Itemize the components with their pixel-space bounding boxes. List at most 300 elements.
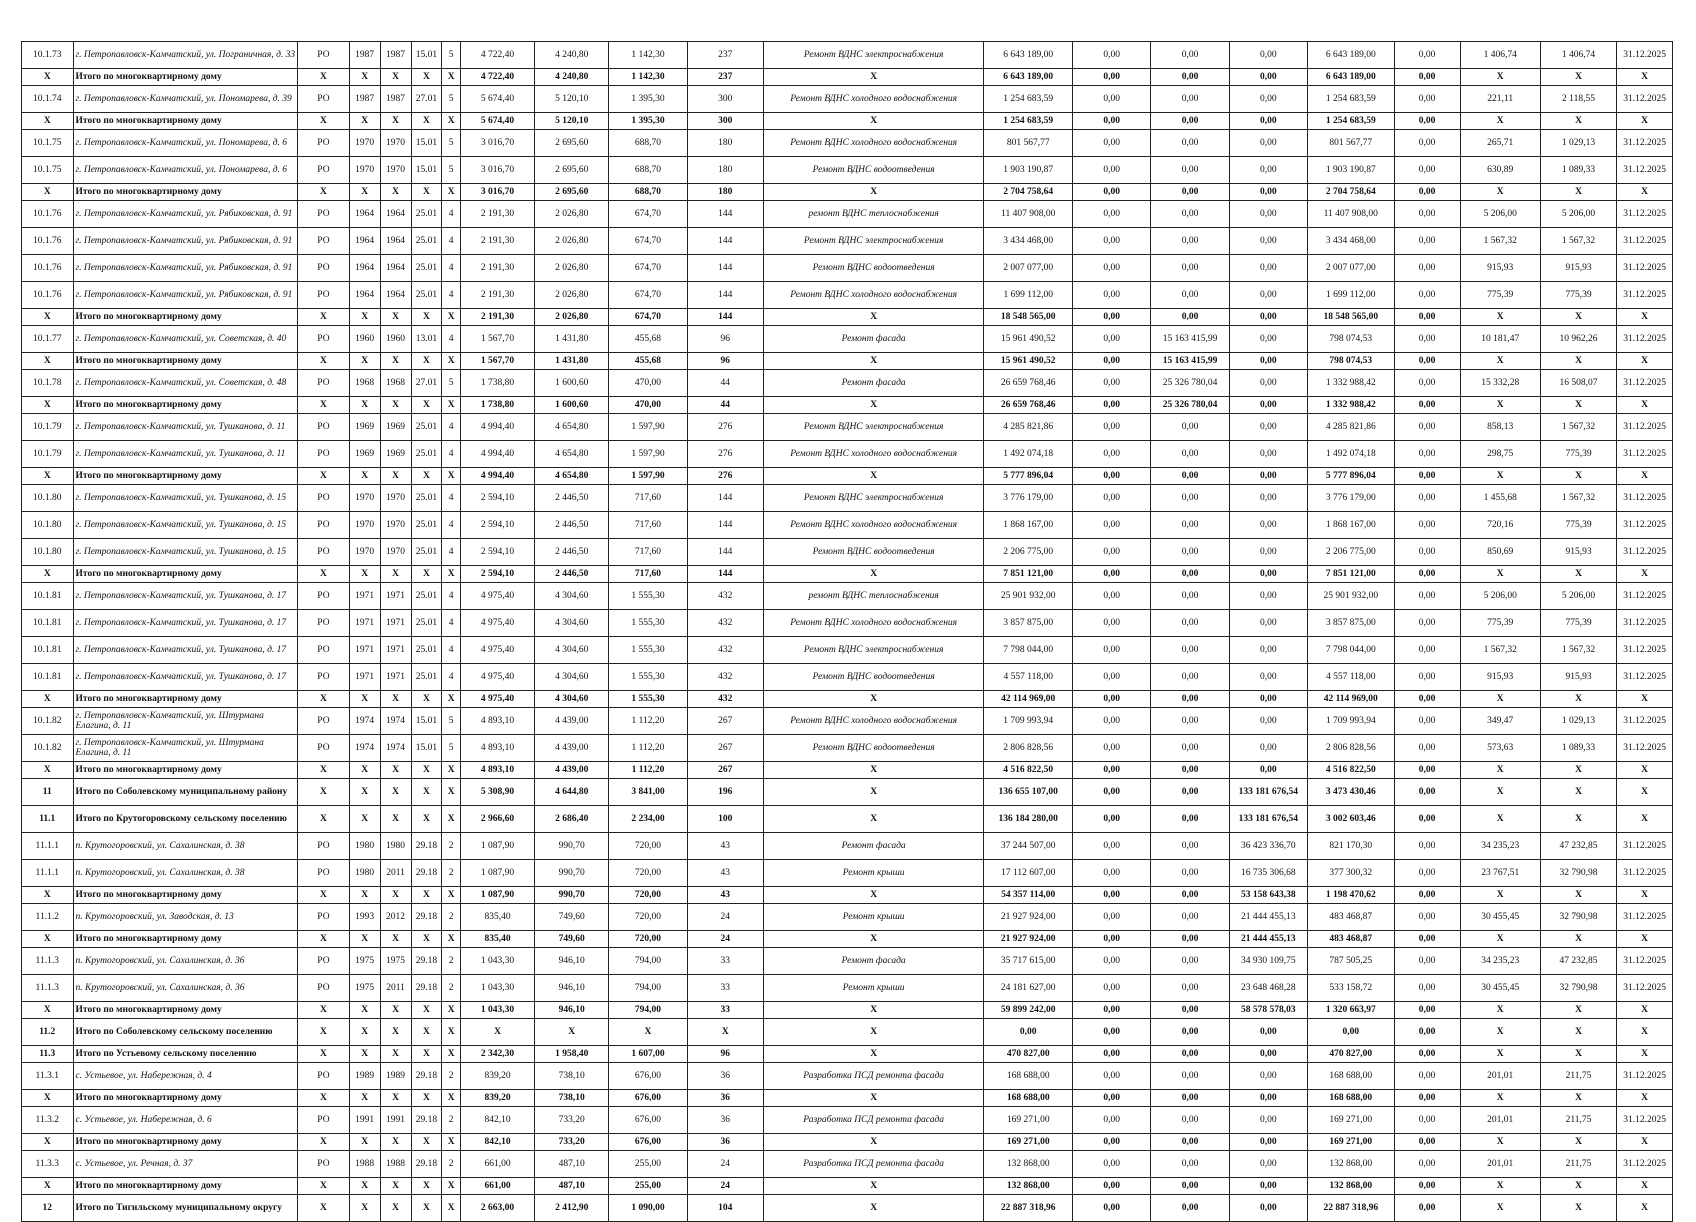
unit-cost-cell: 201,01: [1460, 1151, 1540, 1178]
year-built-cell: X: [349, 691, 380, 708]
unit-cost-cell: 298,75: [1460, 441, 1540, 468]
residential-area-cell: 2 026,80: [535, 309, 609, 326]
max-unit-cost-cell: X: [1540, 1046, 1616, 1063]
unit-cost-cell: 30 455,45: [1460, 904, 1540, 931]
deadline-cell: 31.12.2025: [1617, 326, 1673, 353]
residents-cell: 43: [687, 833, 763, 860]
address-cell: г. Петропавловск-Камчатский, ул. Советская, д. 40: [73, 326, 298, 353]
deadline-cell: 31.12.2025: [1617, 1063, 1673, 1090]
type-code-cell: 25.01: [411, 583, 442, 610]
common-area-cell: 470,00: [609, 397, 687, 414]
cost-other-cell: 0,00: [1394, 309, 1460, 326]
type-code-cell: X: [411, 468, 442, 485]
cost-regional-cell: 0,00: [1151, 485, 1229, 512]
residents-cell: 144: [687, 282, 763, 309]
residents-cell: 276: [687, 441, 763, 468]
cost-local-cell: 21 444 455,13: [1229, 931, 1307, 948]
total-cost-cell: 1 254 683,59: [984, 113, 1073, 130]
cost-local-cell: 34 930 109,75: [1229, 948, 1307, 975]
cost-owners-cell: 787 505,25: [1307, 948, 1394, 975]
cost-other-cell: 0,00: [1394, 904, 1460, 931]
address-cell: г. Петропавловск-Камчатский, ул. Пономарева, д. 39: [73, 86, 298, 113]
floors-cell: 4: [442, 485, 461, 512]
deadline-cell: 31.12.2025: [1617, 904, 1673, 931]
cost-owners-cell: 168 688,00: [1307, 1090, 1394, 1107]
cost-federal-cell: 0,00: [1073, 566, 1151, 583]
deadline-cell: X: [1617, 1019, 1673, 1046]
deadline-cell: 31.12.2025: [1617, 282, 1673, 309]
max-unit-cost-cell: 47 232,85: [1540, 948, 1616, 975]
work-type-cell: X: [763, 1090, 984, 1107]
year-built-cell: 1971: [349, 664, 380, 691]
cost-local-cell: 0,00: [1229, 1178, 1307, 1195]
year-built-cell: X: [349, 1090, 380, 1107]
total-row: [22, 397, 1673, 414]
address-cell: Итого по многоквартирному дому: [73, 691, 298, 708]
cost-owners-cell: 22 887 318,96: [1307, 1195, 1394, 1222]
cost-owners-cell: 3 776 179,00: [1307, 485, 1394, 512]
deadline-cell: 31.12.2025: [1617, 228, 1673, 255]
year-repaired-cell: 1964: [380, 201, 411, 228]
contractor-type-cell: РО: [298, 637, 350, 664]
type-code-cell: 27.01: [411, 370, 442, 397]
contractor-type-cell: X: [298, 762, 350, 779]
residential-area-cell: 946,10: [535, 948, 609, 975]
table-row: [22, 1151, 1673, 1178]
cost-regional-cell: 0,00: [1151, 1019, 1229, 1046]
cost-other-cell: 0,00: [1394, 664, 1460, 691]
item-number-cell: X: [22, 1090, 74, 1107]
cost-other-cell: 0,00: [1394, 468, 1460, 485]
year-repaired-cell: X: [380, 1046, 411, 1063]
address-cell: Итого по Крутогоровскому сельскому поселению: [73, 806, 298, 833]
common-area-cell: 720,00: [609, 860, 687, 887]
cost-other-cell: 0,00: [1394, 69, 1460, 86]
residential-area-cell: 990,70: [535, 860, 609, 887]
contractor-type-cell: X: [298, 779, 350, 806]
year-built-cell: 1974: [349, 708, 380, 735]
residents-cell: 44: [687, 397, 763, 414]
cost-regional-cell: 0,00: [1151, 708, 1229, 735]
contractor-type-cell: РО: [298, 370, 350, 397]
work-type-cell: Ремонт ВДНС холодного водоснабжения: [763, 130, 984, 157]
type-code-cell: 29.18: [411, 1107, 442, 1134]
item-number-cell: X: [22, 762, 74, 779]
cost-owners-cell: 470 827,00: [1307, 1046, 1394, 1063]
residents-cell: 432: [687, 637, 763, 664]
cost-owners-cell: 0,00: [1307, 1019, 1394, 1046]
work-type-cell: Ремонт ВДНС электроснабжения: [763, 414, 984, 441]
contractor-type-cell: РО: [298, 833, 350, 860]
floors-cell: 4: [442, 610, 461, 637]
total-cost-cell: 5 777 896,04: [984, 468, 1073, 485]
cost-regional-cell: 0,00: [1151, 282, 1229, 309]
residential-area-cell: 2 026,80: [535, 228, 609, 255]
residents-cell: 432: [687, 583, 763, 610]
total-area-cell: 1 087,90: [460, 887, 534, 904]
residential-area-cell: 2 026,80: [535, 282, 609, 309]
residential-area-cell: 487,10: [535, 1178, 609, 1195]
work-type-cell: X: [763, 113, 984, 130]
common-area-cell: 674,70: [609, 255, 687, 282]
floors-cell: X: [442, 468, 461, 485]
cost-local-cell: 0,00: [1229, 512, 1307, 539]
cost-local-cell: 0,00: [1229, 201, 1307, 228]
residential-area-cell: 990,70: [535, 887, 609, 904]
unit-cost-cell: 265,71: [1460, 130, 1540, 157]
total-row: [22, 309, 1673, 326]
floors-cell: 4: [442, 441, 461, 468]
total-cost-cell: 132 868,00: [984, 1151, 1073, 1178]
max-unit-cost-cell: 1 406,74: [1540, 42, 1616, 69]
deadline-cell: X: [1617, 468, 1673, 485]
residents-cell: 237: [687, 69, 763, 86]
type-code-cell: X: [411, 779, 442, 806]
year-built-cell: 1968: [349, 370, 380, 397]
type-code-cell: X: [411, 1134, 442, 1151]
cost-regional-cell: 0,00: [1151, 735, 1229, 762]
common-area-cell: 470,00: [609, 370, 687, 397]
total-area-cell: 4 994,40: [460, 414, 534, 441]
floors-cell: X: [442, 1195, 461, 1222]
common-area-cell: 674,70: [609, 309, 687, 326]
deadline-cell: 31.12.2025: [1617, 1107, 1673, 1134]
table-row: [22, 637, 1673, 664]
cost-regional-cell: 0,00: [1151, 42, 1229, 69]
total-row: [22, 779, 1673, 806]
cost-regional-cell: 0,00: [1151, 69, 1229, 86]
cost-owners-cell: 1 198 470,62: [1307, 887, 1394, 904]
floors-cell: 4: [442, 201, 461, 228]
floors-cell: 5: [442, 42, 461, 69]
residents-cell: 33: [687, 948, 763, 975]
cost-regional-cell: 0,00: [1151, 130, 1229, 157]
max-unit-cost-cell: X: [1540, 309, 1616, 326]
item-number-cell: X: [22, 397, 74, 414]
cost-local-cell: 0,00: [1229, 583, 1307, 610]
table-row: [22, 157, 1673, 184]
year-built-cell: 1964: [349, 201, 380, 228]
address-cell: г. Петропавловск-Камчатский, ул. Штурмана Елагина, д. 11: [73, 708, 298, 735]
total-cost-cell: 4 516 822,50: [984, 762, 1073, 779]
residential-area-cell: 4 240,80: [535, 69, 609, 86]
type-code-cell: 25.01: [411, 441, 442, 468]
unit-cost-cell: 630,89: [1460, 157, 1540, 184]
max-unit-cost-cell: X: [1540, 184, 1616, 201]
cost-owners-cell: 2 704 758,64: [1307, 184, 1394, 201]
total-area-cell: 1 738,80: [460, 370, 534, 397]
deadline-cell: 31.12.2025: [1617, 948, 1673, 975]
type-code-cell: X: [411, 1178, 442, 1195]
unit-cost-cell: X: [1460, 353, 1540, 370]
residents-cell: 196: [687, 779, 763, 806]
deadline-cell: X: [1617, 779, 1673, 806]
max-unit-cost-cell: X: [1540, 762, 1616, 779]
deadline-cell: 31.12.2025: [1617, 485, 1673, 512]
cost-local-cell: 0,00: [1229, 1019, 1307, 1046]
total-row: [22, 806, 1673, 833]
contractor-type-cell: РО: [298, 610, 350, 637]
total-area-cell: 2 594,10: [460, 566, 534, 583]
cost-local-cell: 0,00: [1229, 42, 1307, 69]
cost-federal-cell: 0,00: [1073, 69, 1151, 86]
cost-regional-cell: 0,00: [1151, 1178, 1229, 1195]
residents-cell: 144: [687, 309, 763, 326]
residents-cell: 144: [687, 539, 763, 566]
year-repaired-cell: 1971: [380, 583, 411, 610]
common-area-cell: 717,60: [609, 485, 687, 512]
total-area-cell: 1 043,30: [460, 1002, 534, 1019]
unit-cost-cell: X: [1460, 1178, 1540, 1195]
work-type-cell: X: [763, 887, 984, 904]
address-cell: г. Петропавловск-Камчатский, ул. Рябиковская, д. 91: [73, 201, 298, 228]
deadline-cell: 31.12.2025: [1617, 512, 1673, 539]
total-cost-cell: 59 899 242,00: [984, 1002, 1073, 1019]
cost-federal-cell: 0,00: [1073, 1063, 1151, 1090]
address-cell: г. Петропавловск-Камчатский, ул. Тушканова, д. 15: [73, 512, 298, 539]
cost-regional-cell: 0,00: [1151, 157, 1229, 184]
item-number-cell: 10.1.74: [22, 86, 74, 113]
table-row: [22, 708, 1673, 735]
year-repaired-cell: X: [380, 1090, 411, 1107]
address-cell: г. Петропавловск-Камчатский, ул. Тушканова, д. 17: [73, 637, 298, 664]
contractor-type-cell: РО: [298, 228, 350, 255]
contractor-type-cell: РО: [298, 583, 350, 610]
total-cost-cell: 2 206 775,00: [984, 539, 1073, 566]
max-unit-cost-cell: 915,93: [1540, 664, 1616, 691]
residential-area-cell: 1 600,60: [535, 397, 609, 414]
contractor-type-cell: X: [298, 931, 350, 948]
item-number-cell: 10.1.79: [22, 441, 74, 468]
address-cell: Итого по многоквартирному дому: [73, 1134, 298, 1151]
cost-owners-cell: 2 206 775,00: [1307, 539, 1394, 566]
cost-local-cell: 0,00: [1229, 326, 1307, 353]
floors-cell: 4: [442, 255, 461, 282]
total-cost-cell: 169 271,00: [984, 1107, 1073, 1134]
cost-regional-cell: 0,00: [1151, 860, 1229, 887]
max-unit-cost-cell: X: [1540, 931, 1616, 948]
residents-cell: 33: [687, 975, 763, 1002]
max-unit-cost-cell: 10 962,26: [1540, 326, 1616, 353]
common-area-cell: 720,00: [609, 904, 687, 931]
unit-cost-cell: 201,01: [1460, 1107, 1540, 1134]
work-type-cell: Ремонт ВДНС водоотведения: [763, 735, 984, 762]
cost-regional-cell: 0,00: [1151, 1090, 1229, 1107]
year-repaired-cell: X: [380, 691, 411, 708]
cost-owners-cell: 1 903 190,87: [1307, 157, 1394, 184]
total-cost-cell: 15 961 490,52: [984, 353, 1073, 370]
total-cost-cell: 1 709 993,94: [984, 708, 1073, 735]
floors-cell: 4: [442, 539, 461, 566]
residential-area-cell: 2 026,80: [535, 201, 609, 228]
residents-cell: 276: [687, 414, 763, 441]
table-row: [22, 860, 1673, 887]
type-code-cell: 25.01: [411, 610, 442, 637]
residential-area-cell: 4 304,60: [535, 691, 609, 708]
contractor-type-cell: X: [298, 1090, 350, 1107]
total-area-cell: 842,10: [460, 1107, 534, 1134]
address-cell: Итого по многоквартирному дому: [73, 1178, 298, 1195]
deadline-cell: X: [1617, 397, 1673, 414]
total-cost-cell: 132 868,00: [984, 1178, 1073, 1195]
type-code-cell: X: [411, 931, 442, 948]
year-repaired-cell: X: [380, 1019, 411, 1046]
type-code-cell: 25.01: [411, 512, 442, 539]
contractor-type-cell: РО: [298, 539, 350, 566]
address-cell: Итого по Соболевскому сельскому поселению: [73, 1019, 298, 1046]
register-body: [22, 42, 1673, 1222]
cost-owners-cell: 1 320 663,97: [1307, 1002, 1394, 1019]
type-code-cell: 29.18: [411, 833, 442, 860]
cost-local-cell: 0,00: [1229, 414, 1307, 441]
year-repaired-cell: X: [380, 1002, 411, 1019]
table-row: [22, 255, 1673, 282]
address-cell: Итого по многоквартирному дому: [73, 468, 298, 485]
year-built-cell: 1974: [349, 735, 380, 762]
unit-cost-cell: X: [1460, 1090, 1540, 1107]
unit-cost-cell: 10 181,47: [1460, 326, 1540, 353]
unit-cost-cell: X: [1460, 309, 1540, 326]
type-code-cell: X: [411, 1002, 442, 1019]
cost-regional-cell: 0,00: [1151, 583, 1229, 610]
work-type-cell: X: [763, 1046, 984, 1063]
contractor-type-cell: РО: [298, 282, 350, 309]
common-area-cell: 794,00: [609, 948, 687, 975]
floors-cell: 2: [442, 860, 461, 887]
residents-cell: 24: [687, 1178, 763, 1195]
cost-local-cell: 0,00: [1229, 610, 1307, 637]
cost-other-cell: 0,00: [1394, 1195, 1460, 1222]
cost-other-cell: 0,00: [1394, 566, 1460, 583]
cost-owners-cell: 6 643 189,00: [1307, 69, 1394, 86]
year-repaired-cell: 1970: [380, 157, 411, 184]
max-unit-cost-cell: 211,75: [1540, 1063, 1616, 1090]
address-cell: Итого по многоквартирному дому: [73, 184, 298, 201]
table-row: [22, 42, 1673, 69]
cost-owners-cell: 3 002 603,46: [1307, 806, 1394, 833]
total-area-cell: 661,00: [460, 1151, 534, 1178]
year-repaired-cell: 2011: [380, 975, 411, 1002]
address-cell: г. Петропавловск-Камчатский, ул. Штурмана Елагина, д. 11: [73, 735, 298, 762]
common-area-cell: 1 112,20: [609, 762, 687, 779]
cost-regional-cell: 0,00: [1151, 833, 1229, 860]
residential-area-cell: 4 304,60: [535, 664, 609, 691]
cost-federal-cell: 0,00: [1073, 282, 1151, 309]
cost-federal-cell: 0,00: [1073, 948, 1151, 975]
total-area-cell: 839,20: [460, 1090, 534, 1107]
common-area-cell: 1 112,20: [609, 735, 687, 762]
cost-local-cell: 0,00: [1229, 708, 1307, 735]
total-cost-cell: 26 659 768,46: [984, 370, 1073, 397]
total-area-cell: 2 663,00: [460, 1195, 534, 1222]
residential-area-cell: 2 446,50: [535, 512, 609, 539]
cost-federal-cell: 0,00: [1073, 309, 1151, 326]
cost-local-cell: 0,00: [1229, 566, 1307, 583]
cost-other-cell: 0,00: [1394, 860, 1460, 887]
cost-federal-cell: 0,00: [1073, 1019, 1151, 1046]
cost-owners-cell: 2 007 077,00: [1307, 255, 1394, 282]
item-number-cell: X: [22, 691, 74, 708]
residential-area-cell: 4 439,00: [535, 735, 609, 762]
cost-federal-cell: 0,00: [1073, 86, 1151, 113]
cost-federal-cell: 0,00: [1073, 806, 1151, 833]
work-type-cell: X: [763, 184, 984, 201]
residential-area-cell: 1 600,60: [535, 370, 609, 397]
total-cost-cell: 1 699 112,00: [984, 282, 1073, 309]
cost-regional-cell: 0,00: [1151, 1195, 1229, 1222]
residential-area-cell: 1 958,40: [535, 1046, 609, 1063]
max-unit-cost-cell: 1 029,13: [1540, 708, 1616, 735]
cost-local-cell: 0,00: [1229, 309, 1307, 326]
cost-federal-cell: 0,00: [1073, 414, 1151, 441]
year-built-cell: X: [349, 309, 380, 326]
item-number-cell: X: [22, 566, 74, 583]
cost-regional-cell: 0,00: [1151, 86, 1229, 113]
year-repaired-cell: 1970: [380, 130, 411, 157]
residential-area-cell: 990,70: [535, 833, 609, 860]
cost-owners-cell: 5 777 896,04: [1307, 468, 1394, 485]
cost-local-cell: 0,00: [1229, 762, 1307, 779]
unit-cost-cell: X: [1460, 1046, 1540, 1063]
year-built-cell: 1971: [349, 637, 380, 664]
total-area-cell: 661,00: [460, 1178, 534, 1195]
cost-federal-cell: 0,00: [1073, 833, 1151, 860]
deadline-cell: 31.12.2025: [1617, 86, 1673, 113]
residents-cell: X: [687, 1019, 763, 1046]
residential-area-cell: 1 431,80: [535, 326, 609, 353]
cost-other-cell: 0,00: [1394, 583, 1460, 610]
deadline-cell: 31.12.2025: [1617, 610, 1673, 637]
year-repaired-cell: X: [380, 353, 411, 370]
address-cell: Итого по многоквартирному дому: [73, 397, 298, 414]
item-number-cell: 10.1.81: [22, 637, 74, 664]
total-cost-cell: 1 903 190,87: [984, 157, 1073, 184]
residential-area-cell: 4 304,60: [535, 583, 609, 610]
cost-federal-cell: 0,00: [1073, 904, 1151, 931]
year-repaired-cell: X: [380, 762, 411, 779]
cost-other-cell: 0,00: [1394, 975, 1460, 1002]
floors-cell: 5: [442, 370, 461, 397]
type-code-cell: X: [411, 353, 442, 370]
residential-area-cell: 2 412,90: [535, 1195, 609, 1222]
total-row: [22, 1002, 1673, 1019]
unit-cost-cell: 23 767,51: [1460, 860, 1540, 887]
contractor-type-cell: X: [298, 1134, 350, 1151]
deadline-cell: 31.12.2025: [1617, 130, 1673, 157]
address-cell: г. Петропавловск-Камчатский, ул. Тушканова, д. 11: [73, 414, 298, 441]
total-area-cell: 5 308,90: [460, 779, 534, 806]
total-area-cell: 5 674,40: [460, 113, 534, 130]
max-unit-cost-cell: X: [1540, 691, 1616, 708]
year-repaired-cell: 1971: [380, 610, 411, 637]
work-type-cell: Ремонт ВДНС водоотведения: [763, 255, 984, 282]
total-row: [22, 1134, 1673, 1151]
year-built-cell: X: [349, 184, 380, 201]
common-area-cell: X: [609, 1019, 687, 1046]
residential-area-cell: 4 304,60: [535, 637, 609, 664]
address-cell: п. Крутогоровский, ул. Сахалинская, д. 38: [73, 833, 298, 860]
cost-regional-cell: 0,00: [1151, 113, 1229, 130]
item-number-cell: 10.1.80: [22, 539, 74, 566]
floors-cell: 4: [442, 512, 461, 539]
deadline-cell: X: [1617, 806, 1673, 833]
year-repaired-cell: 1970: [380, 485, 411, 512]
cost-local-cell: 0,00: [1229, 353, 1307, 370]
year-repaired-cell: X: [380, 69, 411, 86]
cost-federal-cell: 0,00: [1073, 512, 1151, 539]
year-built-cell: X: [349, 806, 380, 833]
item-number-cell: 11.3.3: [22, 1151, 74, 1178]
